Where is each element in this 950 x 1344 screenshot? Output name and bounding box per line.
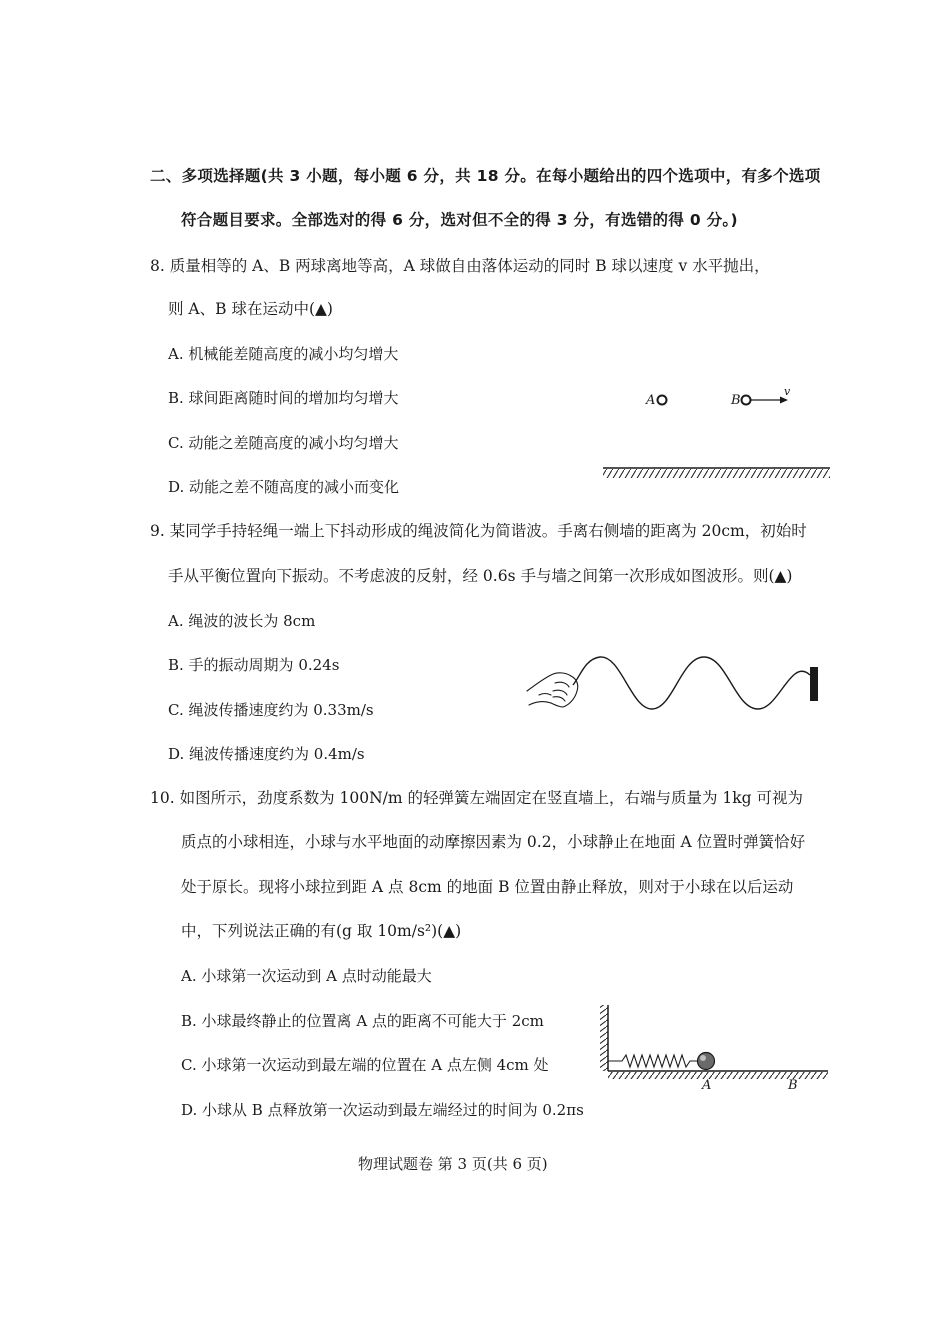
q9-option-c: C. 绳波传播速度约为 0.33m/s: [168, 701, 374, 719]
wall-block: [810, 667, 818, 701]
q10-ball: [698, 1053, 715, 1070]
q8-stem-line1: 8. 质量相等的 A、B 两球离地等高，A 球做自由落体运动的同时 B 球以速度 v 水平抛出，: [150, 257, 770, 275]
q8-stem-line2: 则 A、B 球在运动中(▲): [168, 300, 333, 318]
q8-ground-hatch: [603, 469, 830, 478]
q10-stem-line3: 处于原长。现将小球拉到距 A 点 8cm 的地面 B 位置由静止释放，则对于小球在以后运动: [181, 878, 794, 896]
q10-point-b-label: B: [788, 1078, 798, 1093]
section-title: 二、多项选择题(共 3 小题，每小题 6 分，共 18 分。在每小题给出的四个选项中，有多个选项: [150, 167, 821, 185]
q10-wall-hatch: [600, 1005, 608, 1071]
hand-icon: [527, 673, 578, 707]
q8-option-d: D. 动能之差不随高度的减小而变化: [168, 478, 400, 496]
q10-figure: [598, 1003, 830, 1095]
q10-option-a: A. 小球第一次运动到 A 点时动能最大: [181, 967, 432, 985]
page-footer: 物理试题卷 第 3 页(共 6 页): [358, 1155, 548, 1173]
q10-option-b: B. 小球最终静止的位置离 A 点的距离不可能大于 2cm: [181, 1012, 544, 1030]
q10-stem-line2: 质点的小球相连，小球与水平地面的动摩擦因素为 0.2，小球静止在地面 A 位置时弹簧恰好: [181, 833, 806, 851]
q10-option-d: D. 小球从 B 点释放第一次运动到最左端经过的时间为 0.2πs: [181, 1101, 584, 1119]
q9-option-a: A. 绳波的波长为 8cm: [168, 612, 316, 630]
q8-ball-b-label: B: [731, 393, 741, 408]
q10-ball-highlight: [700, 1055, 706, 1061]
spring: [608, 1055, 698, 1067]
q8-option-a: A. 机械能差随高度的减小均匀增大: [168, 345, 399, 363]
q9-stem-line2: 手从平衡位置向下振动。不考虑波的反射，经 0.6s 手与墙之间第一次形成如图波形。则(▲): [168, 567, 793, 585]
q10-stem-line1: 10. 如图所示，劲度系数为 100N/m 的轻弹簧左端固定在竖直墙上，右端与质量为 1kg 可视为: [150, 789, 804, 807]
q8-velocity-label: v: [784, 385, 791, 398]
q8-ball-a: [658, 396, 667, 405]
q9-stem-line1: 9. 某同学手持轻绳一端上下抖动形成的绳波简化为简谐波。手离右侧墙的距离为 20cm，初始时: [150, 522, 807, 540]
q10-point-a-label: A: [702, 1078, 712, 1093]
q9-figure: [525, 645, 825, 725]
section-instructions: 符合题目要求。全部选对的得 6 分，选对但不全的得 3 分，有选错的得 0 分。): [181, 211, 738, 229]
q8-ball-b: [742, 396, 751, 405]
rope-wave: [573, 657, 810, 709]
q8-ball-a-label: A: [646, 393, 656, 408]
q10-option-c: C. 小球第一次运动到最左端的位置在 A 点左侧 4cm 处: [181, 1056, 549, 1074]
q8-figure: [600, 380, 832, 485]
q10-stem-line4: 中，下列说法正确的有(g 取 10m/s²)(▲): [181, 922, 462, 940]
q9-option-d: D. 绳波传播速度约为 0.4m/s: [168, 745, 365, 763]
q9-option-b: B. 手的振动周期为 0.24s: [168, 656, 340, 674]
q8-option-c: C. 动能之差随高度的减小均匀增大: [168, 434, 399, 452]
q8-option-b: B. 球间距离随时间的增加均匀增大: [168, 389, 399, 407]
